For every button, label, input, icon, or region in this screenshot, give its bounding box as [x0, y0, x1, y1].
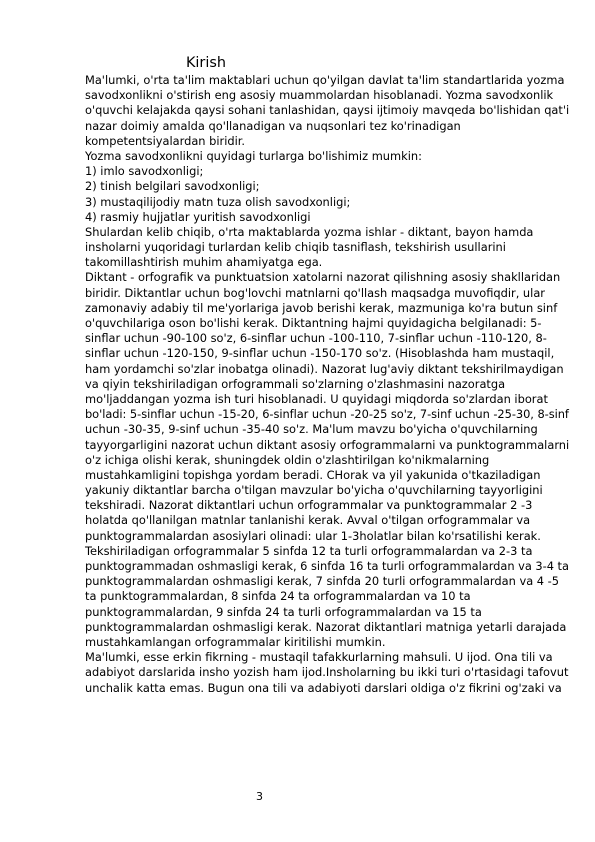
text-line: Yozma savodxonlikni quyidagi turlarga bo'lishimiz mumkin:: [85, 148, 422, 163]
text-line: Tekshiriladigan orfogrammalar 5 sinfda 12 ta turli orfogrammalardan va 2-3 ta: [85, 543, 533, 558]
text-line: yakuniy diktantlar barcha o'tilgan mavzular bo'yicha o'quvchilarning tayyorligini: [85, 483, 543, 498]
text-line: adabiyot darslarida insho yozish ham ijod.Insholarning bu ikki turi o'rtasidagi tafovut: [85, 665, 569, 680]
text-line: 2) tinish belgilari savodxonligi;: [85, 179, 260, 194]
text-line: tekshiradi. Nazorat diktantlari uchun orfogrammalar va punktogrammalar 2 -3: [85, 498, 533, 513]
text-line: nazar doimiy amalda qo'llanadigan va nuqsonlari tez ko'rinadigan: [85, 118, 461, 133]
text-line: va qiyin tekshiriladigan orfogrammali so'zlarning o'zlashmasini nazoratga: [85, 376, 506, 391]
text-line: Ma'lumki, o'rta ta'lim maktablari uchun qo'yilgan davlat ta'lim standartlarida yozma: [85, 73, 565, 87]
body-text: [85, 73, 569, 696]
text-line: savodxonlikni o'stirish eng asosiy muammolardan hisoblanadi. Yozma savodxonlik: [85, 88, 554, 103]
text-line: unchalik katta emas. Bugun ona tili va adabiyoti darslari oldiga o'z fikrini og'zaki va: [85, 680, 562, 695]
page-number: 3: [256, 790, 263, 803]
text-line: mo'ljaddangan yozma ish turi hisoblanadi. U quyidagi miqdorda so'zlardan iborat: [85, 391, 548, 406]
text-line: ta punktogrammalardan, 8 sinfda 24 ta orfogrammalardan va 10 ta: [85, 589, 471, 604]
text-line: mustahkamligini topishga yordam beradi. CHorak va yil yakunida o'tkaziladigan: [85, 467, 541, 482]
text-line: punktogrammalardan oshmasligi kerak. Nazorat diktantlari matniga yetarli darajada: [85, 619, 567, 634]
text-line: uchun -30-35, 9-sinf uchun -35-40 so'z. Ma'lum mavzu bo'yicha o'quvchilarning: [85, 422, 538, 437]
text-line: o'quvchi kelajakda qaysi sohani tanlashidan, qaysi ijtimoiy mavqeda bo'lishidan qat'i: [85, 103, 570, 118]
text-line: mustahkamlangan orfogrammalar kiritilishi mumkin.: [85, 634, 386, 649]
text-line: zamonaviy adabiy til me'yorlariga javob berishi kerak, mazmuniga ko'ra butun sinf: [85, 300, 558, 315]
text-line: punktogrammalardan oshmasligi kerak, 7 sinfda 20 turli orfogrammalardan va 4 -5: [85, 574, 560, 589]
text-line: 4) rasmiy hujjatlar yuritish savodxonligi: [85, 209, 311, 224]
section-heading: Kirish: [186, 55, 226, 71]
text-line: 3) mustaqilijodiy matn tuza olish savodxonligi;: [85, 194, 351, 209]
text-line: Diktant - orfografik va punktuatsion xatolarni nazorat qilishning asosiy shakllaridan: [85, 270, 561, 285]
text-line: punktogrammadan oshmasligi kerak, 6 sinfda 16 ta turli orfogrammalardan va 3-4 ta: [85, 559, 569, 573]
text-line: punktogrammalardan asosiylari olinadi: ular 1-3holatlar bilan ko'rsatilishi kerak.: [85, 528, 541, 543]
text-line: Shulardan kelib chiqib, o'rta maktablarda yozma ishlar - diktant, bayon hamda: [85, 224, 534, 239]
text-line: sinflar uchun -120-150, 9-sinflar uchun -150-170 so'z. (Hisoblashda ham mustaqil,: [85, 346, 555, 361]
text-line: 1) imlo savodxonligi;: [85, 164, 204, 179]
text-line: bo'ladi: 5-sinflar uchun -15-20, 6-sinflar uchun -20-25 so'z, 7-sinf uchun -25-30, 8-sinf: [85, 407, 569, 422]
text-line: o'z ichiga olishi kerak, shuningdek oldin o'zlashtirilgan ko'nikmalarning: [85, 452, 490, 467]
text-line: punktogrammalardan, 9 sinfda 24 ta turli orfogrammalardan va 15 ta: [85, 604, 482, 619]
text-line: takomillashtirish muhim ahamiyatga ega.: [85, 255, 323, 270]
text-line: insholarni yuqoridagi turlardan kelib chiqib tasniflash, tekshirish usullarini: [85, 240, 506, 255]
text-line: Ma'lumki, esse erkin fikrning - mustaqil tafakkurlarning mahsuli. U ijod. Ona tili va: [85, 650, 553, 665]
text-line: kompetentsiyalardan biridir.: [85, 133, 246, 148]
text-line: biridir. Diktantlar uchun bog'lovchi matnlarni qo'llash maqsadga muvofiqdir, ular: [85, 285, 545, 300]
text-line: sinflar uchun -90-100 so'z, 6-sinflar uchun -100-110, 7-sinflar uchun -110-120, 8-: [85, 331, 547, 346]
text-line: ham yordamchi so'zlar inobatga olinadi). Nazorat lug'aviy diktant tekshirilmaydigan: [85, 361, 564, 376]
text-line: o'quvchilariga oson bo'lishi kerak. Diktantning hajmi quyidagicha belgilanadi: 5-: [85, 316, 542, 330]
text-line: tayyorgarligini nazorat uchun diktant asosiy orfogrammalarni va punktogrammalarni: [85, 437, 570, 452]
text-line: holatda qo'llanilgan matnlar tanlanishi kerak. Avval o'tilgan orfogrammalar va: [85, 513, 531, 528]
